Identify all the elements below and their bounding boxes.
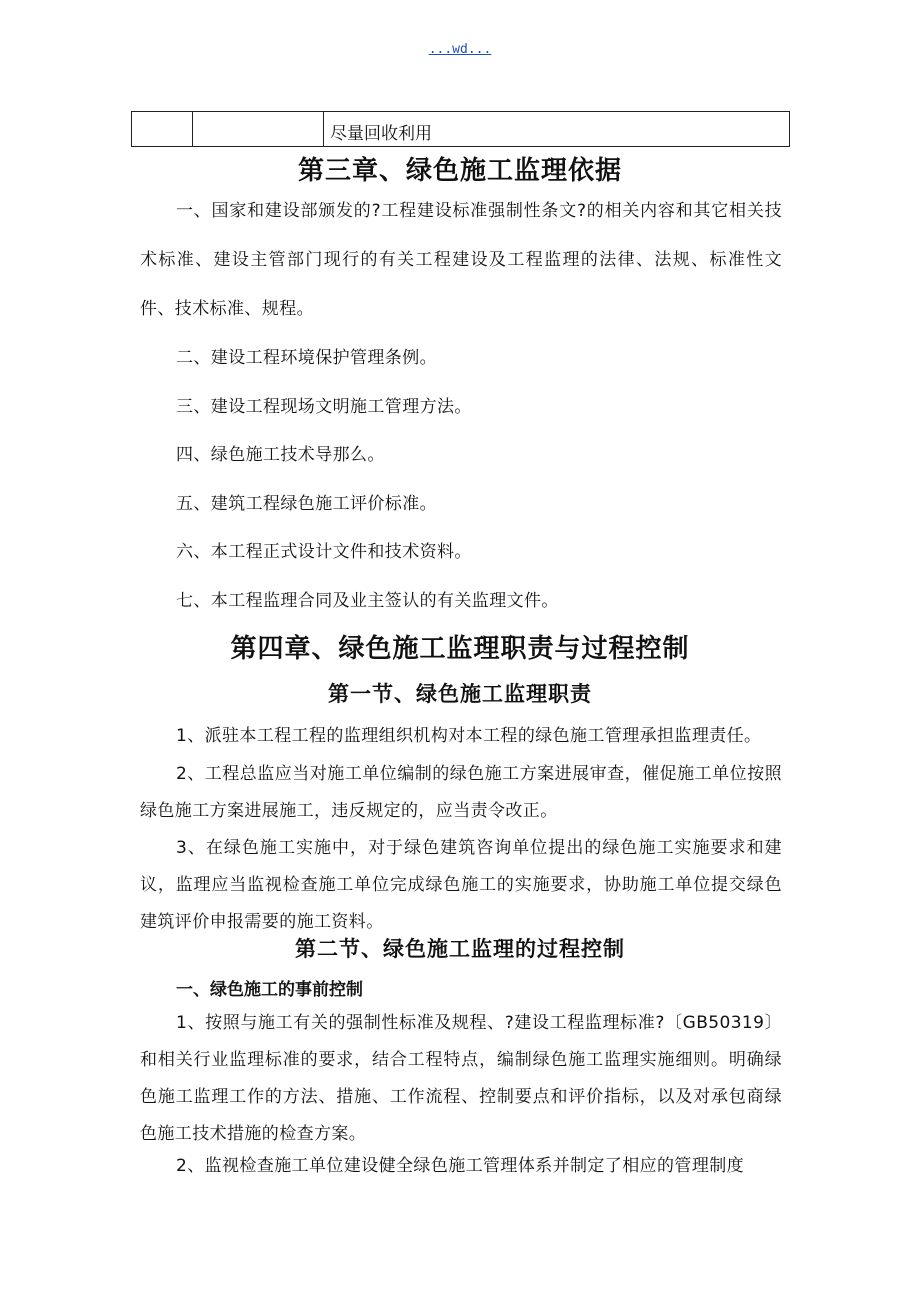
subhead-pre-control: 一、绿色施工的事前控制 [176, 980, 363, 1000]
table-cell-empty-1 [132, 112, 193, 147]
table-row [132, 112, 790, 147]
basis-item-7: 七、本工程监理合同及业主签认的有关监理文件。 [176, 591, 559, 611]
table-cell-empty-2 [193, 112, 324, 147]
carryover-table [131, 111, 790, 147]
control-para-2: 2、监视检查施工单位建设健全绿色施工管理体系并制定了相应的管理制度 [176, 1156, 745, 1176]
basis-item-3: 三、建设工程现场文明施工管理方法。 [176, 397, 472, 417]
basis-item-4: 四、绿色施工技术导那么。 [176, 445, 385, 465]
chapter-3-title: 第三章、绿色施工监理依据 [297, 156, 622, 186]
duty-para-1: 1、派驻本工程工程的监理组织机构对本工程的绿色施工管理承担监理责任。 [176, 726, 762, 746]
basis-item-1: 一、国家和建设部颁发的?工程建设标准强制性条文?的相关内容和其它相关技术标准、建设主管部门现行的有关工程建设及工程监理的法律、法规、标准性文件、技术标准、规程。 [140, 201, 782, 319]
page-header-mark: ...wd... [428, 42, 492, 57]
control-para-1: 1、按照与施工有关的强制性标准及规程、?建设工程监理标准?〔GB50319〕和相关行业监理标准的要求，结合工程特点，编制绿色施工监理实施细则。明确绿色施工监理工作的方法、措施、工作流程、控制要点和评价指标，以及对承包商绿色施工技术措施的检查方案。 [140, 1013, 782, 1144]
duty-para-3: 3、在绿色施工实施中，对于绿色建筑咨询单位提出的绿色施工实施要求和建议，监理应当监视检查施工单位完成绿色施工的实施要求，协助施工单位提交绿色建筑评价申报需要的施工资料。 [140, 838, 782, 932]
chapter-4-title: 第四章、绿色施工监理职责与过程控制 [230, 634, 690, 664]
duty-para-2: 2、工程总监应当对施工单位编制的绿色施工方案进展审查，催促施工单位按照绿色施工方案进展施工，违反规定的，应当责令改正。 [140, 764, 782, 821]
table-cell-text: 尽量回收利用 [324, 112, 790, 147]
basis-item-6: 六、本工程正式设计文件和技术资料。 [176, 542, 472, 562]
section-2-title: 第二节、绿色施工监理的过程控制 [295, 937, 625, 961]
basis-item-5: 五、建筑工程绿色施工评价标准。 [176, 494, 437, 514]
basis-item-2: 二、建设工程环境保护管理条例。 [176, 348, 437, 368]
section-1-title: 第一节、绿色施工监理职责 [328, 682, 592, 706]
